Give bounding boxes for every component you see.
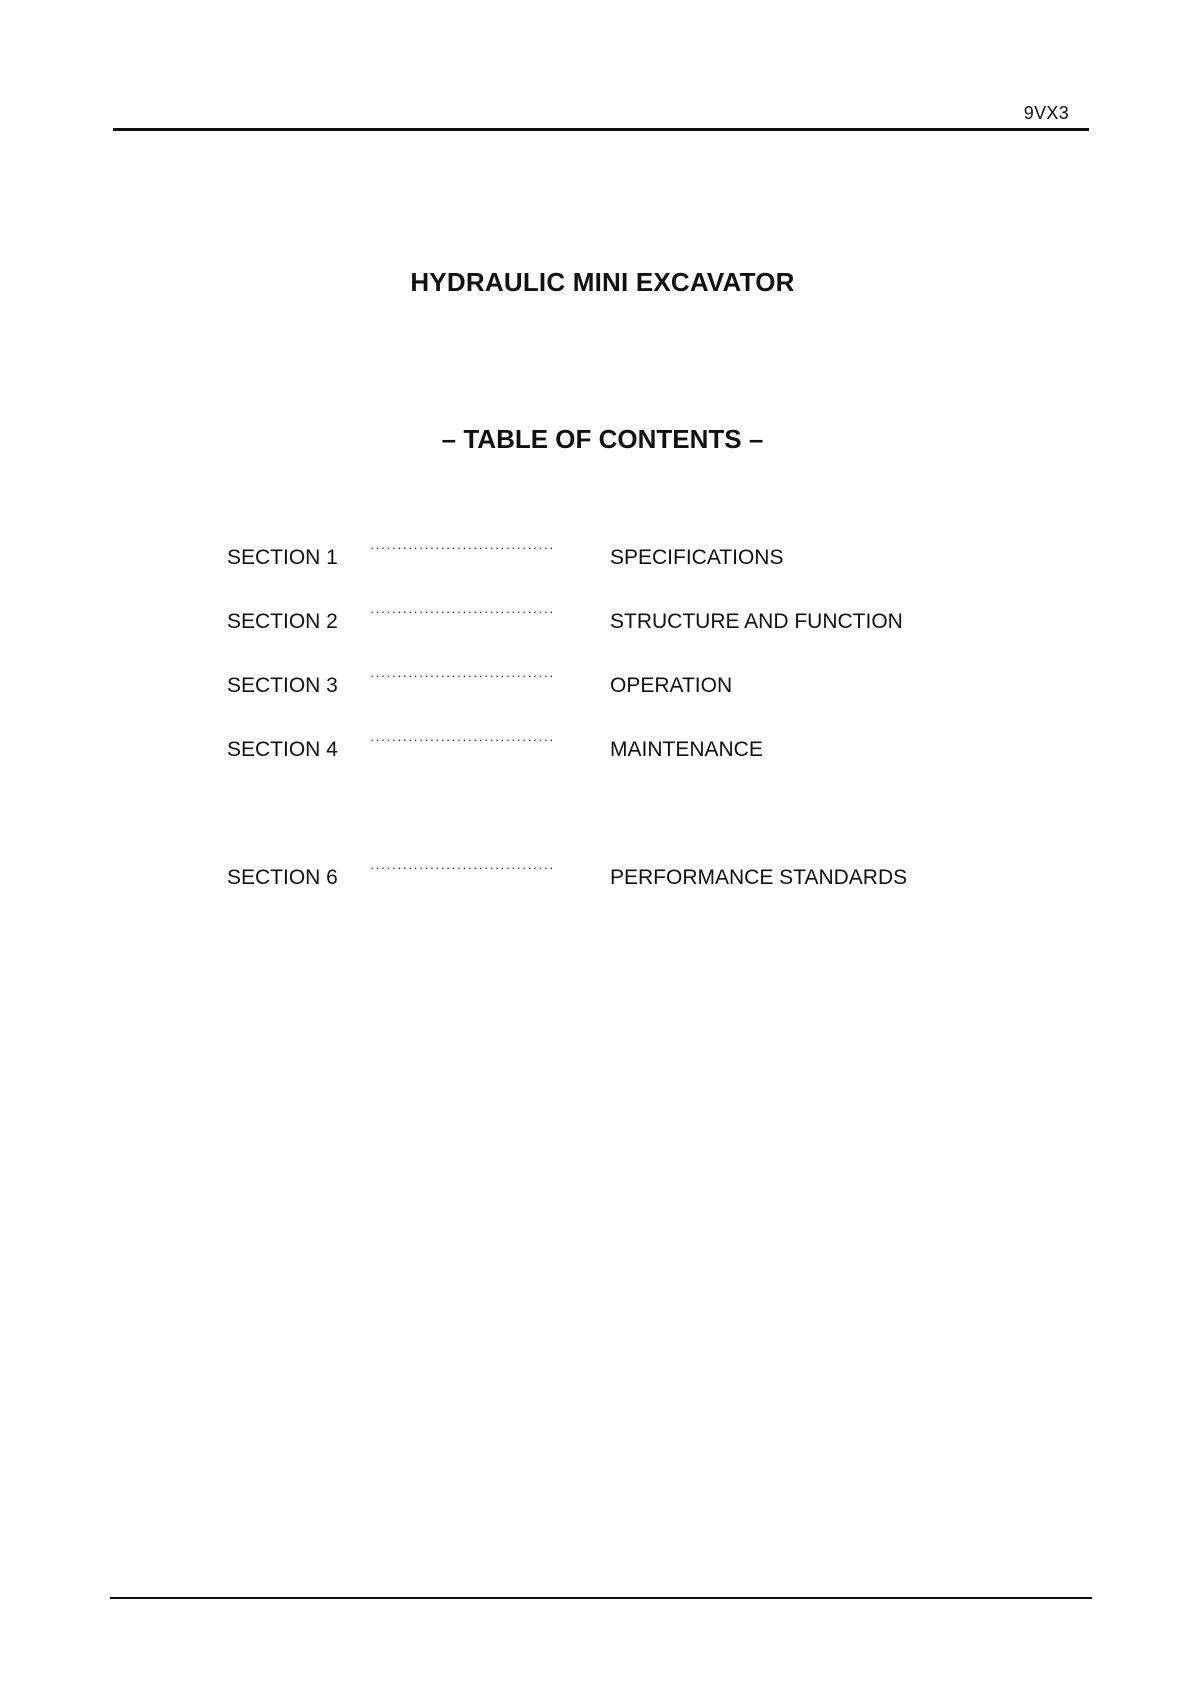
document-code: 9VX3 [1023,103,1069,123]
toc-section-name: PERFORMANCE STANDARDS [610,866,908,889]
toc-section-name: MAINTENANCE [610,738,763,761]
toc-entry-section-4[interactable] [227,732,987,768]
toc-heading: – TABLE OF CONTENTS – [441,424,764,454]
toc-entry-section-2[interactable] [227,604,987,640]
dot-leader: ·································· [370,860,555,875]
toc-entry-section-6[interactable] [227,860,987,896]
dot-leader: ·································· [370,604,555,619]
document-title: HYDRAULIC MINI EXCAVATOR [410,267,795,297]
toc-section-number: SECTION 6 [227,866,338,889]
toc-section-number: SECTION 4 [227,738,338,761]
toc-section-number: SECTION 3 [227,674,338,697]
header-rule [113,128,1089,131]
toc-section-name: OPERATION [610,674,733,697]
toc-section-number: SECTION 2 [227,610,338,633]
dot-leader: ·································· [370,668,555,683]
toc-section-name: SPECIFICATIONS [610,546,784,569]
dot-leader: ·································· [370,540,555,555]
footer-rule [110,1597,1092,1599]
dot-leader: ·································· [370,732,555,747]
toc-entry-section-3[interactable] [227,668,987,704]
toc-section-number: SECTION 1 [227,546,338,569]
toc-section-name: STRUCTURE AND FUNCTION [610,610,903,633]
toc-entry-section-1[interactable] [227,540,987,576]
